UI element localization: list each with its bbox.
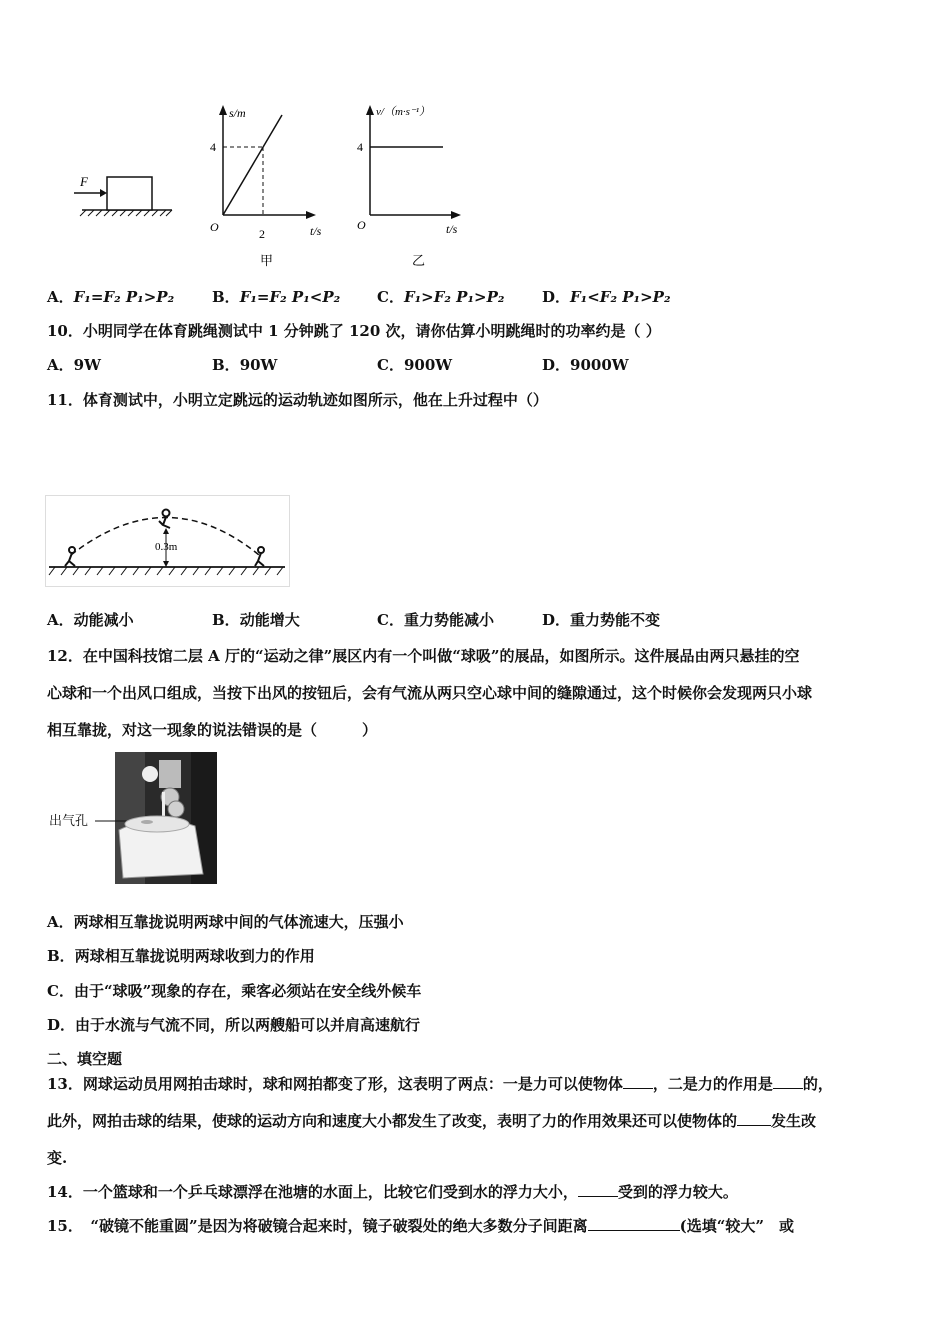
jia-origin: O xyxy=(210,220,219,234)
yi-caption: 乙 xyxy=(412,253,426,268)
block-diagram xyxy=(74,174,172,216)
height-label: 0.3m xyxy=(155,541,178,553)
section-title: 二、填空题 xyxy=(47,1050,123,1068)
q13-blank-2[interactable] xyxy=(773,1074,803,1089)
jia-x-tick: 2 xyxy=(259,227,265,241)
q12-option-a[interactable]: A．两球相互靠拢说明两球中间的气体流速大，压强小 xyxy=(47,913,404,931)
q9-option-b[interactable]: B．F₁=F₂ P₁<P₂ xyxy=(212,288,341,306)
q12-stem-line3: 相互靠拢，对这一现象的说法错误的是（ ） xyxy=(47,721,378,739)
graph-jia xyxy=(210,105,322,268)
q11-option-a[interactable]: A．动能减小 xyxy=(47,611,134,629)
yi-origin: O xyxy=(357,218,366,232)
yi-x-label: t/s xyxy=(446,222,458,236)
q12-ball-suction-photo xyxy=(95,752,217,884)
q11-jump-figure xyxy=(45,495,290,587)
q12-option-c[interactable]: C．由于“球吸”现象的存在，乘客必须站在安全线外候车 xyxy=(47,982,422,1000)
graph-yi xyxy=(357,105,461,268)
q12-stem-line1: 12．在中国科技馆二层 A 厅的“运动之律”展区内有一个叫做“球吸”的展品，如图所示。这件展品由两只悬挂的空 xyxy=(47,647,800,665)
q14-blank[interactable] xyxy=(578,1182,618,1197)
jia-y-tick: 4 xyxy=(210,140,216,154)
q12-option-d[interactable]: D．由于水流与气流不同，所以两艘船可以并肩高速航行 xyxy=(47,1016,421,1034)
q10-option-c[interactable]: C．900W xyxy=(377,356,453,374)
q10-option-d[interactable]: D．9000W xyxy=(542,356,629,374)
q11-option-d[interactable]: D．重力势能不变 xyxy=(542,611,661,629)
q11-option-c[interactable]: C．重力势能减小 xyxy=(377,611,494,629)
q14-line: 14．一个篮球和一个乒乓球漂浮在池塘的水面上，比较它们受到水的浮力大小， 受到的浮力较大。 xyxy=(47,1183,738,1201)
q10-stem: 10．小明同学在体育跳绳测试中 1 分钟跳了 120 次，请你估算小明跳绳时的功率约是（ ） xyxy=(47,322,661,340)
force-label: F xyxy=(80,174,88,189)
q13-blank-1[interactable] xyxy=(623,1074,653,1089)
yi-y-tick: 4 xyxy=(357,140,363,154)
q10-option-a[interactable]: A．9W xyxy=(47,356,101,374)
q13-line2: 此外，网拍击球的结果，使球的运动方向和速度大小都发生了改变，表明了力的作用效果还可以使物体的 发生改 xyxy=(47,1112,817,1130)
q15-blank[interactable] xyxy=(588,1216,680,1231)
jia-caption: 甲 xyxy=(260,253,274,268)
jia-y-label: s/m xyxy=(229,106,246,120)
q12-option-b[interactable]: B．两球相互靠拢说明两球收到力的作用 xyxy=(47,947,315,965)
outlet-label: 出气孔 xyxy=(49,814,89,829)
q12-stem-line2: 心球和一个出风口组成，当按下出风的按钮后，会有气流从两只空心球中间的缝隙通过，这个时候你会发现两只小球 xyxy=(47,684,813,702)
q9-figure xyxy=(60,95,480,275)
q9-option-c[interactable]: C．F₁>F₂ P₁>P₂ xyxy=(377,288,505,306)
q13-line3: 变. xyxy=(47,1149,68,1167)
q11-option-b[interactable]: B．动能增大 xyxy=(212,611,300,629)
q9-option-a[interactable]: A．F₁=F₂ P₁>P₂ xyxy=(47,288,175,306)
jia-x-label: t/s xyxy=(310,224,322,238)
q9-option-d[interactable]: D．F₁<F₂ P₁>P₂ xyxy=(542,288,671,306)
q13-line1: 13．网球运动员用网拍击球时，球和网拍都变了形，这表明了两点：一是力可以使物体 ，二是力的作用是 的， xyxy=(47,1075,833,1093)
yi-y-label: v/（m·s⁻¹） xyxy=(376,106,431,118)
q15-line: 15． “破镜不能重圆”是因为将破镜合起来时，镜子破裂处的绝大多数分子间距离 (选填“较大” 或 xyxy=(47,1217,794,1235)
q13-blank-3[interactable] xyxy=(737,1111,771,1126)
q11-stem: 11．体育测试中，小明立定跳远的运动轨迹如图所示，他在上升过程中（） xyxy=(47,391,548,409)
q10-option-b[interactable]: B．90W xyxy=(212,356,278,374)
